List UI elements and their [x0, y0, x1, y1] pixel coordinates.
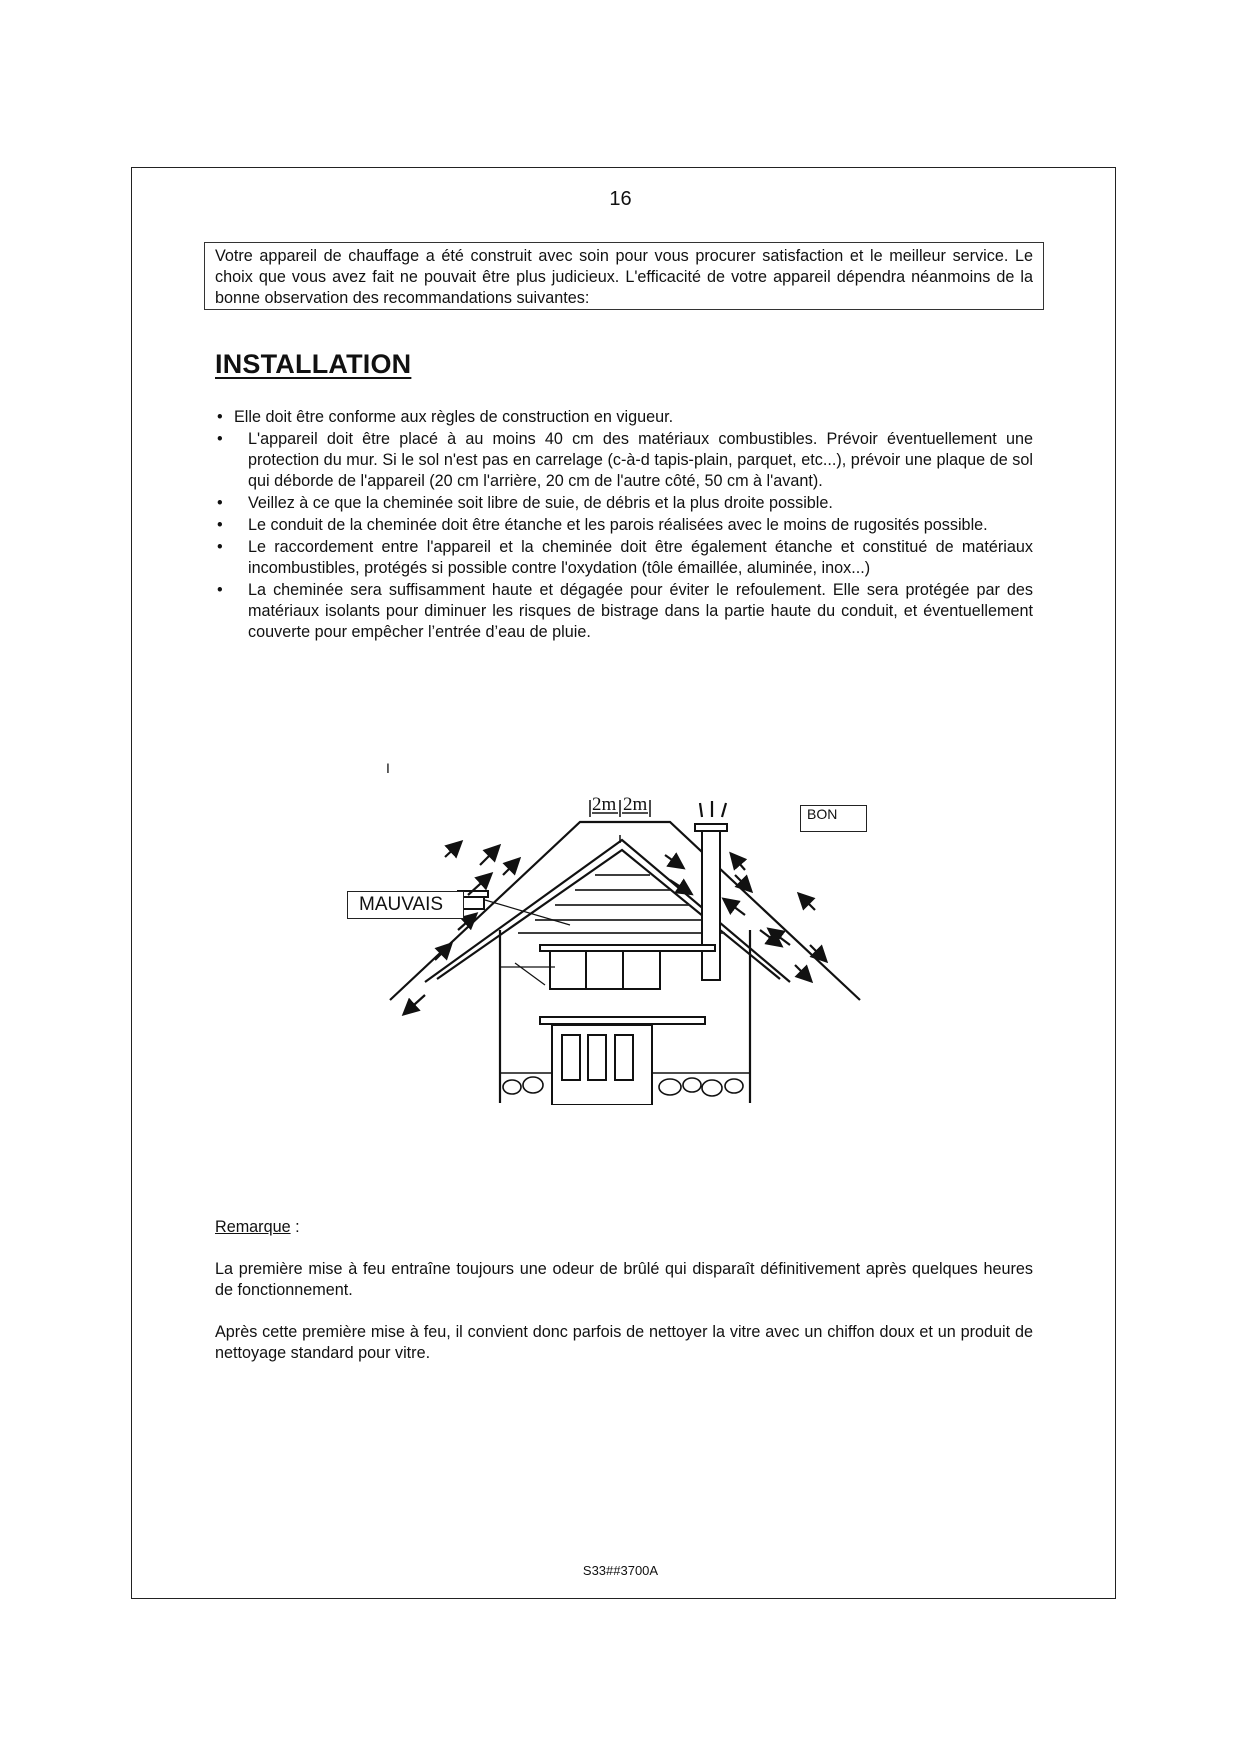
bullet-item: • Le conduit de la cheminée doit être étanche et les parois réalisées avec le moins de rugosités possible. — [215, 515, 1033, 536]
door — [540, 1017, 705, 1105]
remark-title-text: Remarque — [215, 1218, 291, 1236]
bullet-item: • Elle doit être conforme aux règles de construction en vigueur. — [215, 407, 1033, 428]
stray-mark: I — [386, 760, 390, 776]
bullet-item: • Veillez à ce que la cheminée soit libre de suie, de débris et la plus droite possible. — [215, 493, 1033, 514]
page-number: 16 — [609, 188, 632, 210]
dimension-left: 2m — [592, 794, 617, 815]
label-bad: MAUVAIS — [347, 891, 464, 919]
installation-bullet-list — [215, 407, 1033, 644]
label-good: BON — [800, 805, 867, 832]
remark-paragraph: Après cette première mise à feu, il convient donc parfois de nettoyer la vitre avec un chiffon doux et un produit de nettoyage standard pour vitre. — [215, 1323, 1033, 1363]
bullet-item: • La cheminée sera suffisamment haute et dégagée pour éviter le refoulement. Elle sera protégée par des matériaux isolants pour diminuer les risques de bistrage dans la partie haute du conduit, et éventuellement couverte pour empêcher l’entrée d’eau de pluie. — [215, 580, 1033, 644]
upper-window — [540, 945, 715, 989]
smoke-marks — [700, 801, 726, 817]
remark-title-colon: : — [290, 1218, 300, 1236]
chimney-house-illustration — [340, 755, 880, 1105]
dimension-right: 2m — [623, 794, 648, 815]
remark-title — [215, 1218, 300, 1237]
remark-paragraph: La première mise à feu entraîne toujours une odeur de brûlé qui disparaît définitivement après quelques heures de fonctionnement. — [215, 1260, 1033, 1300]
wind-arrows-right — [665, 855, 825, 980]
roof-siding — [518, 875, 725, 933]
bullet-item: • Le raccordement entre l'appareil et la cheminée doit être également étanche et constitué de matériaux incombustibles, protégés si possible contre l'oxydation (tôle émaillée, aluminée, inox...) — [215, 537, 1033, 580]
section-title: INSTALLATION — [215, 349, 412, 379]
intro-box: Votre appareil de chauffage a été construit avec soin pour vous procurer satisfaction et le meilleur service. Le choix que vous avez fait ne pouvait être plus judicieux. L'efficacité de votre appareil dépendra néanmoins de la bonne observation des recommandations suivantes: — [204, 242, 1044, 310]
tall-chimney — [695, 824, 727, 980]
bullet-item: • L'appareil doit être placé à au moins 40 cm des matériaux combustibles. Prévoir éventuellement une protection du mur. Si le sol n'est pas en carrelage (c-à-d tapis-plain, parquet, etc...), prévoir une plaque de sol qui déborde de l'appareil (20 cm l'arrière, 20 cm de l'autre côté, 50 cm à l'avant). — [215, 429, 1033, 493]
footer-code: S33##3700A — [582, 1563, 659, 1578]
